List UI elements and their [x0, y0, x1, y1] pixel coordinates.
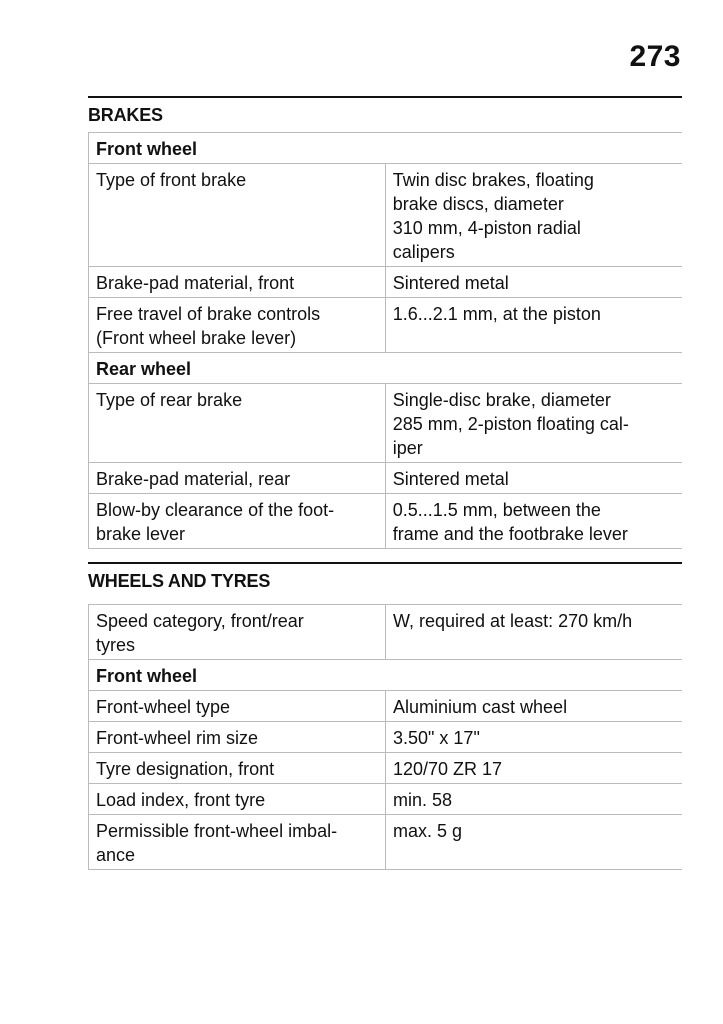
spec-value: Twin disc brakes, floating brake discs, diameter 310 mm, 4-piston radial calipers [385, 164, 682, 267]
spec-value: Aluminium cast wheel [386, 691, 683, 722]
brakes-table [88, 133, 682, 549]
spec-label: Tyre designation, front [89, 753, 386, 784]
spec-label: Permissible front-wheel imbal- ance [89, 815, 386, 870]
table-row [89, 463, 683, 494]
spec-label: Load index, front tyre [89, 784, 386, 815]
table-row [89, 815, 683, 870]
spec-value: 0.5...1.5 mm, between the frame and the footbrake lever [385, 494, 682, 549]
spec-value: max. 5 g [386, 815, 683, 870]
spec-label: Brake-pad material, rear [89, 463, 386, 494]
table-row [89, 722, 683, 753]
page-number: 273 [629, 40, 681, 73]
table-row [89, 753, 683, 784]
table-row [89, 298, 683, 353]
spec-label: Speed category, front/rear tyres [89, 605, 386, 660]
table-row [89, 494, 683, 549]
spec-value: 1.6...2.1 mm, at the piston [385, 298, 682, 353]
subheading-row [89, 353, 683, 384]
section-title-brakes: BRAKES [88, 98, 682, 133]
wheels-section [88, 562, 682, 870]
spec-value: Sintered metal [385, 463, 682, 494]
brakes-section [88, 96, 682, 549]
subheading-front-wheel: Front wheel [89, 133, 683, 164]
spec-label: Brake-pad material, front [89, 267, 386, 298]
wheels-table [88, 605, 682, 870]
subheading-rear-wheel: Rear wheel [89, 353, 683, 384]
table-row [89, 267, 683, 298]
spec-value: 3.50" x 17" [386, 722, 683, 753]
table-row [89, 384, 683, 463]
spec-label: Front-wheel type [89, 691, 386, 722]
table-row [89, 605, 683, 660]
spec-value: Single-disc brake, diameter 285 mm, 2-piston floating cal- iper [385, 384, 682, 463]
subheading-front-wheel: Front wheel [89, 660, 683, 691]
table-row [89, 691, 683, 722]
table-row [89, 784, 683, 815]
table-row [89, 164, 683, 267]
spec-value: min. 58 [386, 784, 683, 815]
spec-label: Type of rear brake [89, 384, 386, 463]
spec-label: Type of front brake [89, 164, 386, 267]
spec-value: Sintered metal [385, 267, 682, 298]
subheading-row [89, 133, 683, 164]
spec-label: Free travel of brake controls (Front wheel brake lever) [89, 298, 386, 353]
spec-label: Front-wheel rim size [89, 722, 386, 753]
section-title-wheels: WHEELS AND TYRES [88, 571, 271, 591]
spec-label: Blow-by clearance of the foot- brake lever [89, 494, 386, 549]
spec-value: W, required at least: 270 km/h [386, 605, 683, 660]
spec-value: 120/70 ZR 17 [386, 753, 683, 784]
subheading-row [89, 660, 683, 691]
